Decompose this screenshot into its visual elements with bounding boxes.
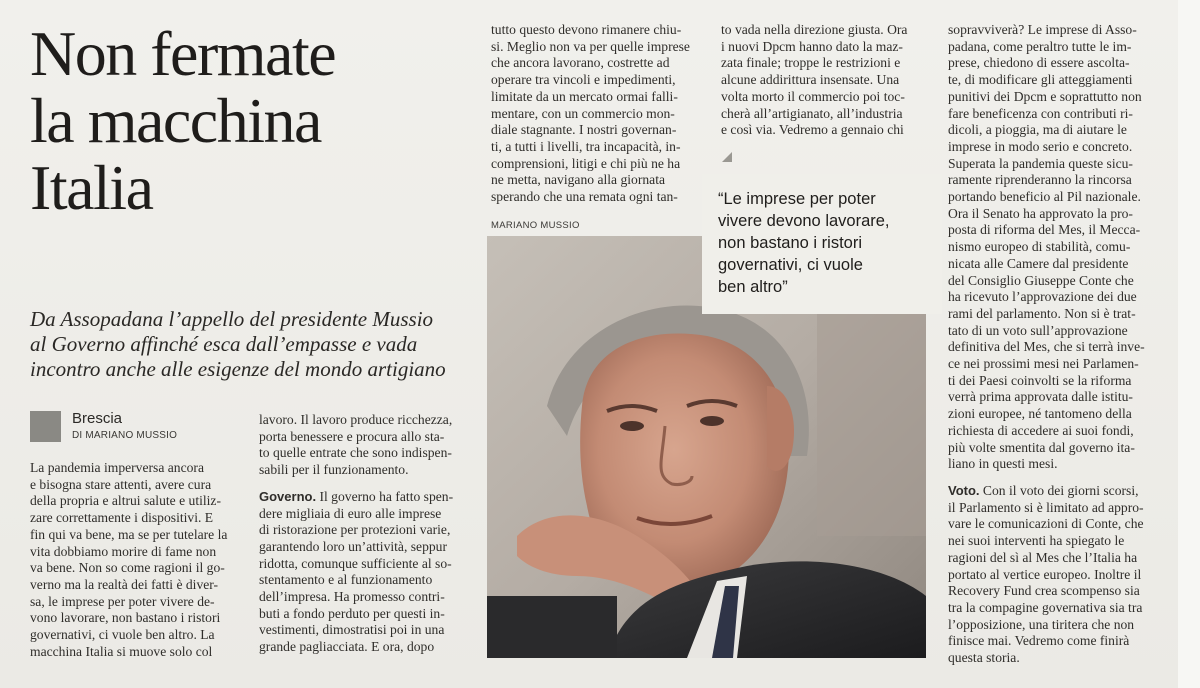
text-line: sa, le imprese per poter vivere de- [30,593,215,609]
text-line: te, di modificare gli atteggiamenti [948,72,1133,88]
text-line: padana, come peraltro tutte le im- [948,38,1132,54]
text-line: nei suoi interventi ha spiegato le [948,533,1125,549]
text-line: alcune addirittura insensate. Una [721,72,900,88]
section-subhead: Governo. [259,488,317,504]
text-line: ragioni del sì al Mes che l’Italia ha [948,549,1138,565]
text-line: zare correttamente i dispositivi. E [30,510,214,526]
text-line: rami del parlamento. Non si è trat- [948,305,1136,321]
text-line: porta benessere e procura allo sta- [259,428,445,444]
text-line: finisce mai. Vedremo come finirà [948,633,1130,649]
pull-quote-line: vivere devono lavorare, [718,212,890,230]
text-line: tutto questo devono rimanere chiu- [491,22,682,37]
text-line: di ristorazione per protezioni varie, [259,522,451,538]
text-line: verno ma la realtà dei fatti è diver- [30,576,219,592]
dateline-location: Brescia [72,410,123,427]
text-line: vita dobbiamo morire di fame non [30,543,217,559]
text-line: ce nei prossimi mesi nei Parlamen- [948,356,1139,372]
subheadline-line: incontro anche alle esigenze del mondo artigiano [30,357,446,381]
text-line: e così via. Vedremo a gennaio chi [721,122,904,138]
text-line: verrà prima approvata dalle istitu- [948,389,1133,405]
text-line: zata finale; troppe le restrizioni e [721,55,901,71]
text-line: Superata la pandemia queste sicu- [948,155,1133,171]
text-line: garantendo loro un’attività, seppur [259,538,447,554]
text-line: punitivi dei Dpcm e soprattutto non [948,88,1142,104]
text-line: il Parlamento si è limitato ad appro- [948,499,1144,515]
text-line: Ora il Senato ha approvato la pro- [948,205,1133,221]
text-line: si. Meglio non va per quelle imprese [491,38,690,54]
location-marker [30,411,61,442]
paragraph-text: Con il voto dei giorni scorsi, [979,482,1139,498]
section-paragraph-start [948,483,1168,500]
text-line: to vada nella direzione giusta. Ora [721,22,908,37]
text-line: che ancora lavorano, costrette ad [491,55,670,71]
pull-quote-line: non bastano i ristori [718,234,862,252]
text-line: definitiva del Mes, che si terrà inve- [948,339,1145,355]
body-column-3 [491,22,706,206]
body-column-2 [259,412,479,656]
subheadline [30,307,480,382]
text-line: to quelle entrate che sono indispen- [259,445,452,461]
text-line: stentamento e al funzionamento [259,572,433,588]
text-line: nicata alle Camere dal presidente [948,255,1129,271]
text-line: ne metta, navigano alla giornata [491,172,666,188]
text-line: lavoro. Il lavoro produce ricchezza, [259,412,453,427]
text-line: tato di un voto sull’approvazione [948,322,1128,338]
text-line: zioni europee, né tantomeno della [948,406,1132,422]
text-line: vare le comunicazioni di Conte, che [948,516,1144,532]
text-line: tra la compagine governativa sia tra [948,599,1143,615]
body-column-5 [948,22,1168,667]
text-line: buti a fondo perduto per questi in- [259,605,445,621]
subheadline-line: al Governo affinché esca dall’empasse e vada [30,332,418,356]
section-subhead: Voto. [948,482,980,498]
text-line: va bene. Non so come ragioni il go- [30,560,225,576]
text-line: governativi, ci vuole ben altro. La [30,627,215,643]
pull-quote [718,188,943,298]
paragraph-text: Il governo ha fatto spen- [316,488,454,504]
text-line: portando beneficio al Pil nazionale. [948,189,1141,205]
text-line: questa storia. [948,650,1020,666]
text-line: sperando che una remata ogni tan- [491,189,678,205]
text-line: mentare, con un commercio mon- [491,105,675,121]
triangle-icon [722,152,732,162]
body-column-4 [721,22,936,139]
text-line: ti dei Paesi coinvolti se la riforma [948,372,1132,388]
text-line: vono lavorare, non bastano i ristori [30,610,221,626]
text-line: ti, a tutti i livelli, tra incapacità, in- [491,138,681,154]
text-line: ridotta, comunque sufficiente al so- [259,555,452,571]
text-line: portato al vertice europeo. Inoltre il [948,566,1142,582]
text-line: limitate da un mercato ormai falli- [491,88,678,104]
text-line: grande pagliacciata. E ora, dopo [259,639,435,655]
text-line: diale stagnante. I nostri governan- [491,122,677,138]
text-line: più volte smentita dal governo ita- [948,439,1135,455]
pull-quote-line: governativi, ci vuole [718,256,863,274]
text-line: ramente riprenderanno la rincorsa [948,172,1132,188]
headline-line: Non fermate [30,18,336,89]
text-line: prese, chiedono di essere ascolta- [948,55,1130,71]
text-line: sabili per il funzionamento. [259,462,409,478]
subheadline-line: Da Assopadana l’appello del presidente Mussio [30,307,434,331]
headline-line: la macchina [30,85,321,156]
text-line: cherà all’artigianato, all’industria [721,105,903,121]
byline: DI MARIANO MUSSIO [72,430,178,441]
text-line: sopravviverà? Le imprese di Asso- [948,22,1137,37]
text-line: La pandemia imperversa ancora [30,460,204,475]
text-line: imprese in modo serio e concreto. [948,138,1133,154]
photo-caption: MARIANO MUSSIO [491,220,580,231]
text-line: nismo europeo di stabilità, comu- [948,239,1131,255]
text-line: dell’impresa. Ha promesso contri- [259,589,445,605]
text-line: e bisogna stare attenti, avere cura [30,476,212,492]
text-line: volta morto il commercio poi toc- [721,88,905,104]
pull-quote-line: ben altro” [718,278,788,296]
text-line: operare tra vincoli e impedimenti, [491,72,676,88]
text-line: richiesta di accedere ai suoi fondi, [948,422,1134,438]
text-line: fare beneficenza con contributi ri- [948,105,1133,121]
headline [30,20,475,221]
headline-line: Italia [30,152,153,223]
text-line: vestimenti, dimostratisi poi in una [259,622,445,638]
text-line: del Consiglio Giuseppe Conte che [948,272,1134,288]
text-line: fin qui va bene, ma se per tutelare la [30,526,228,542]
text-line: dicoli, a pioggia, ma di aiutare le [948,122,1127,138]
section-paragraph-start [259,489,479,506]
text-line: posta di riforma del Mes, il Mecca- [948,222,1141,238]
text-line: Recovery Fund crea scompenso sia [948,583,1140,599]
text-line: macchina Italia si muove solo col [30,643,213,659]
text-line: i nuovi Dpcm hanno dato la maz- [721,38,903,54]
text-line: della propria e altrui salute e utiliz- [30,493,221,509]
text-line: dere migliaia di euro alle imprese [259,505,442,521]
text-line: comprensioni, litigi e chi più ne ha [491,155,681,171]
text-line: ha ricevuto l’approvazione dei due [948,289,1137,305]
page-edge [1178,0,1200,688]
pull-quote-line: “Le imprese per poter [718,190,876,208]
body-column-1 [30,460,245,660]
text-line: l’opposizione, una tiritera che non [948,616,1135,632]
text-line: liano in questi mesi. [948,456,1058,472]
